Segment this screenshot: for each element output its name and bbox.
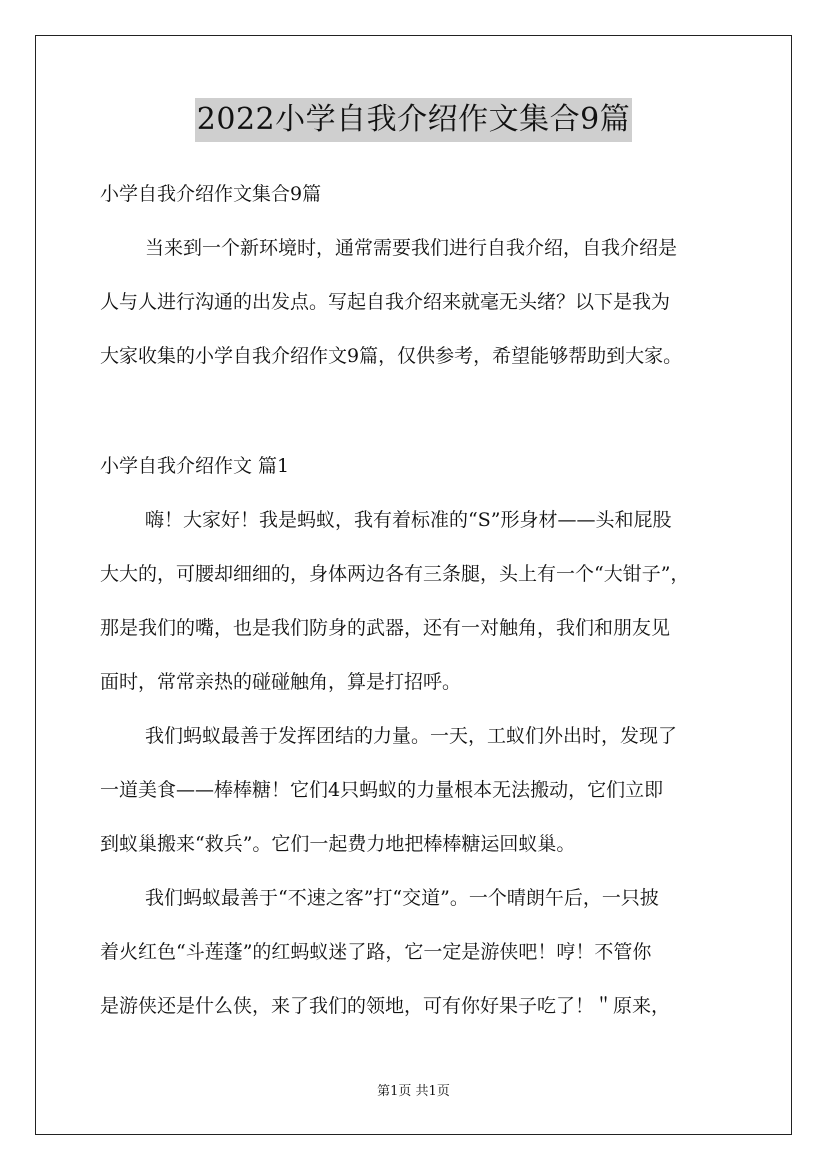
paragraph1-line-1: 嗨！大家好！我是蚂蚁，我有着标准的“S”形身材——头和屁股	[145, 509, 672, 531]
document-subtitle: 小学自我介绍作文集合9篇	[100, 183, 322, 205]
title-container	[0, 98, 827, 142]
paragraph3-line-1: 我们蚂蚁最善于“不速之客”打“交道”。一个晴朗午后，一只披	[145, 887, 659, 909]
paragraph3-line-2: 着火红色“斗莲蓬”的红蚂蚁迷了路，它一定是游侠吧！哼！不管你	[100, 941, 652, 963]
intro-line-1: 当来到一个新环境时，通常需要我们进行自我介绍，自我介绍是	[145, 237, 678, 259]
paragraph1-line-3: 那是我们的嘴，也是我们防身的武器，还有一对触角，我们和朋友见	[100, 617, 671, 639]
paragraph1-line-2: 大大的，可腰却细细的，身体两边各有三条腿，头上有一个“大钳子”，	[100, 563, 690, 585]
paragraph2-line-1: 我们蚂蚁最善于发挥团结的力量。一天，工蚁们外出时，发现了	[145, 725, 678, 747]
intro-line-3: 大家收集的小学自我介绍作文9篇，仅供参考，希望能够帮助到大家。	[100, 345, 683, 367]
section-heading: 小学自我介绍作文 篇1	[100, 455, 290, 477]
paragraph3-line-3: 是游侠还是什么侠，来了我们的领地，可有你好果子吃了！＂原来，	[100, 995, 671, 1017]
paragraph1-line-4: 面时，常常亲热的碰碰触角，算是打招呼。	[100, 671, 462, 693]
paragraph2-line-2: 一道美食——棒棒糖！它们4只蚂蚁的力量根本无法搬动，它们立即	[100, 779, 664, 801]
page-footer: 第1页 共1页	[377, 1084, 450, 1099]
intro-line-2: 人与人进行沟通的出发点。写起自我介绍来就毫无头绪？以下是我为	[100, 291, 671, 313]
document-title: 2022小学自我介绍作文集合9篇	[195, 98, 632, 142]
paragraph2-line-3: 到蚁巢搬来“救兵”。它们一起费力地把棒棒糖运回蚁巢。	[100, 833, 576, 855]
